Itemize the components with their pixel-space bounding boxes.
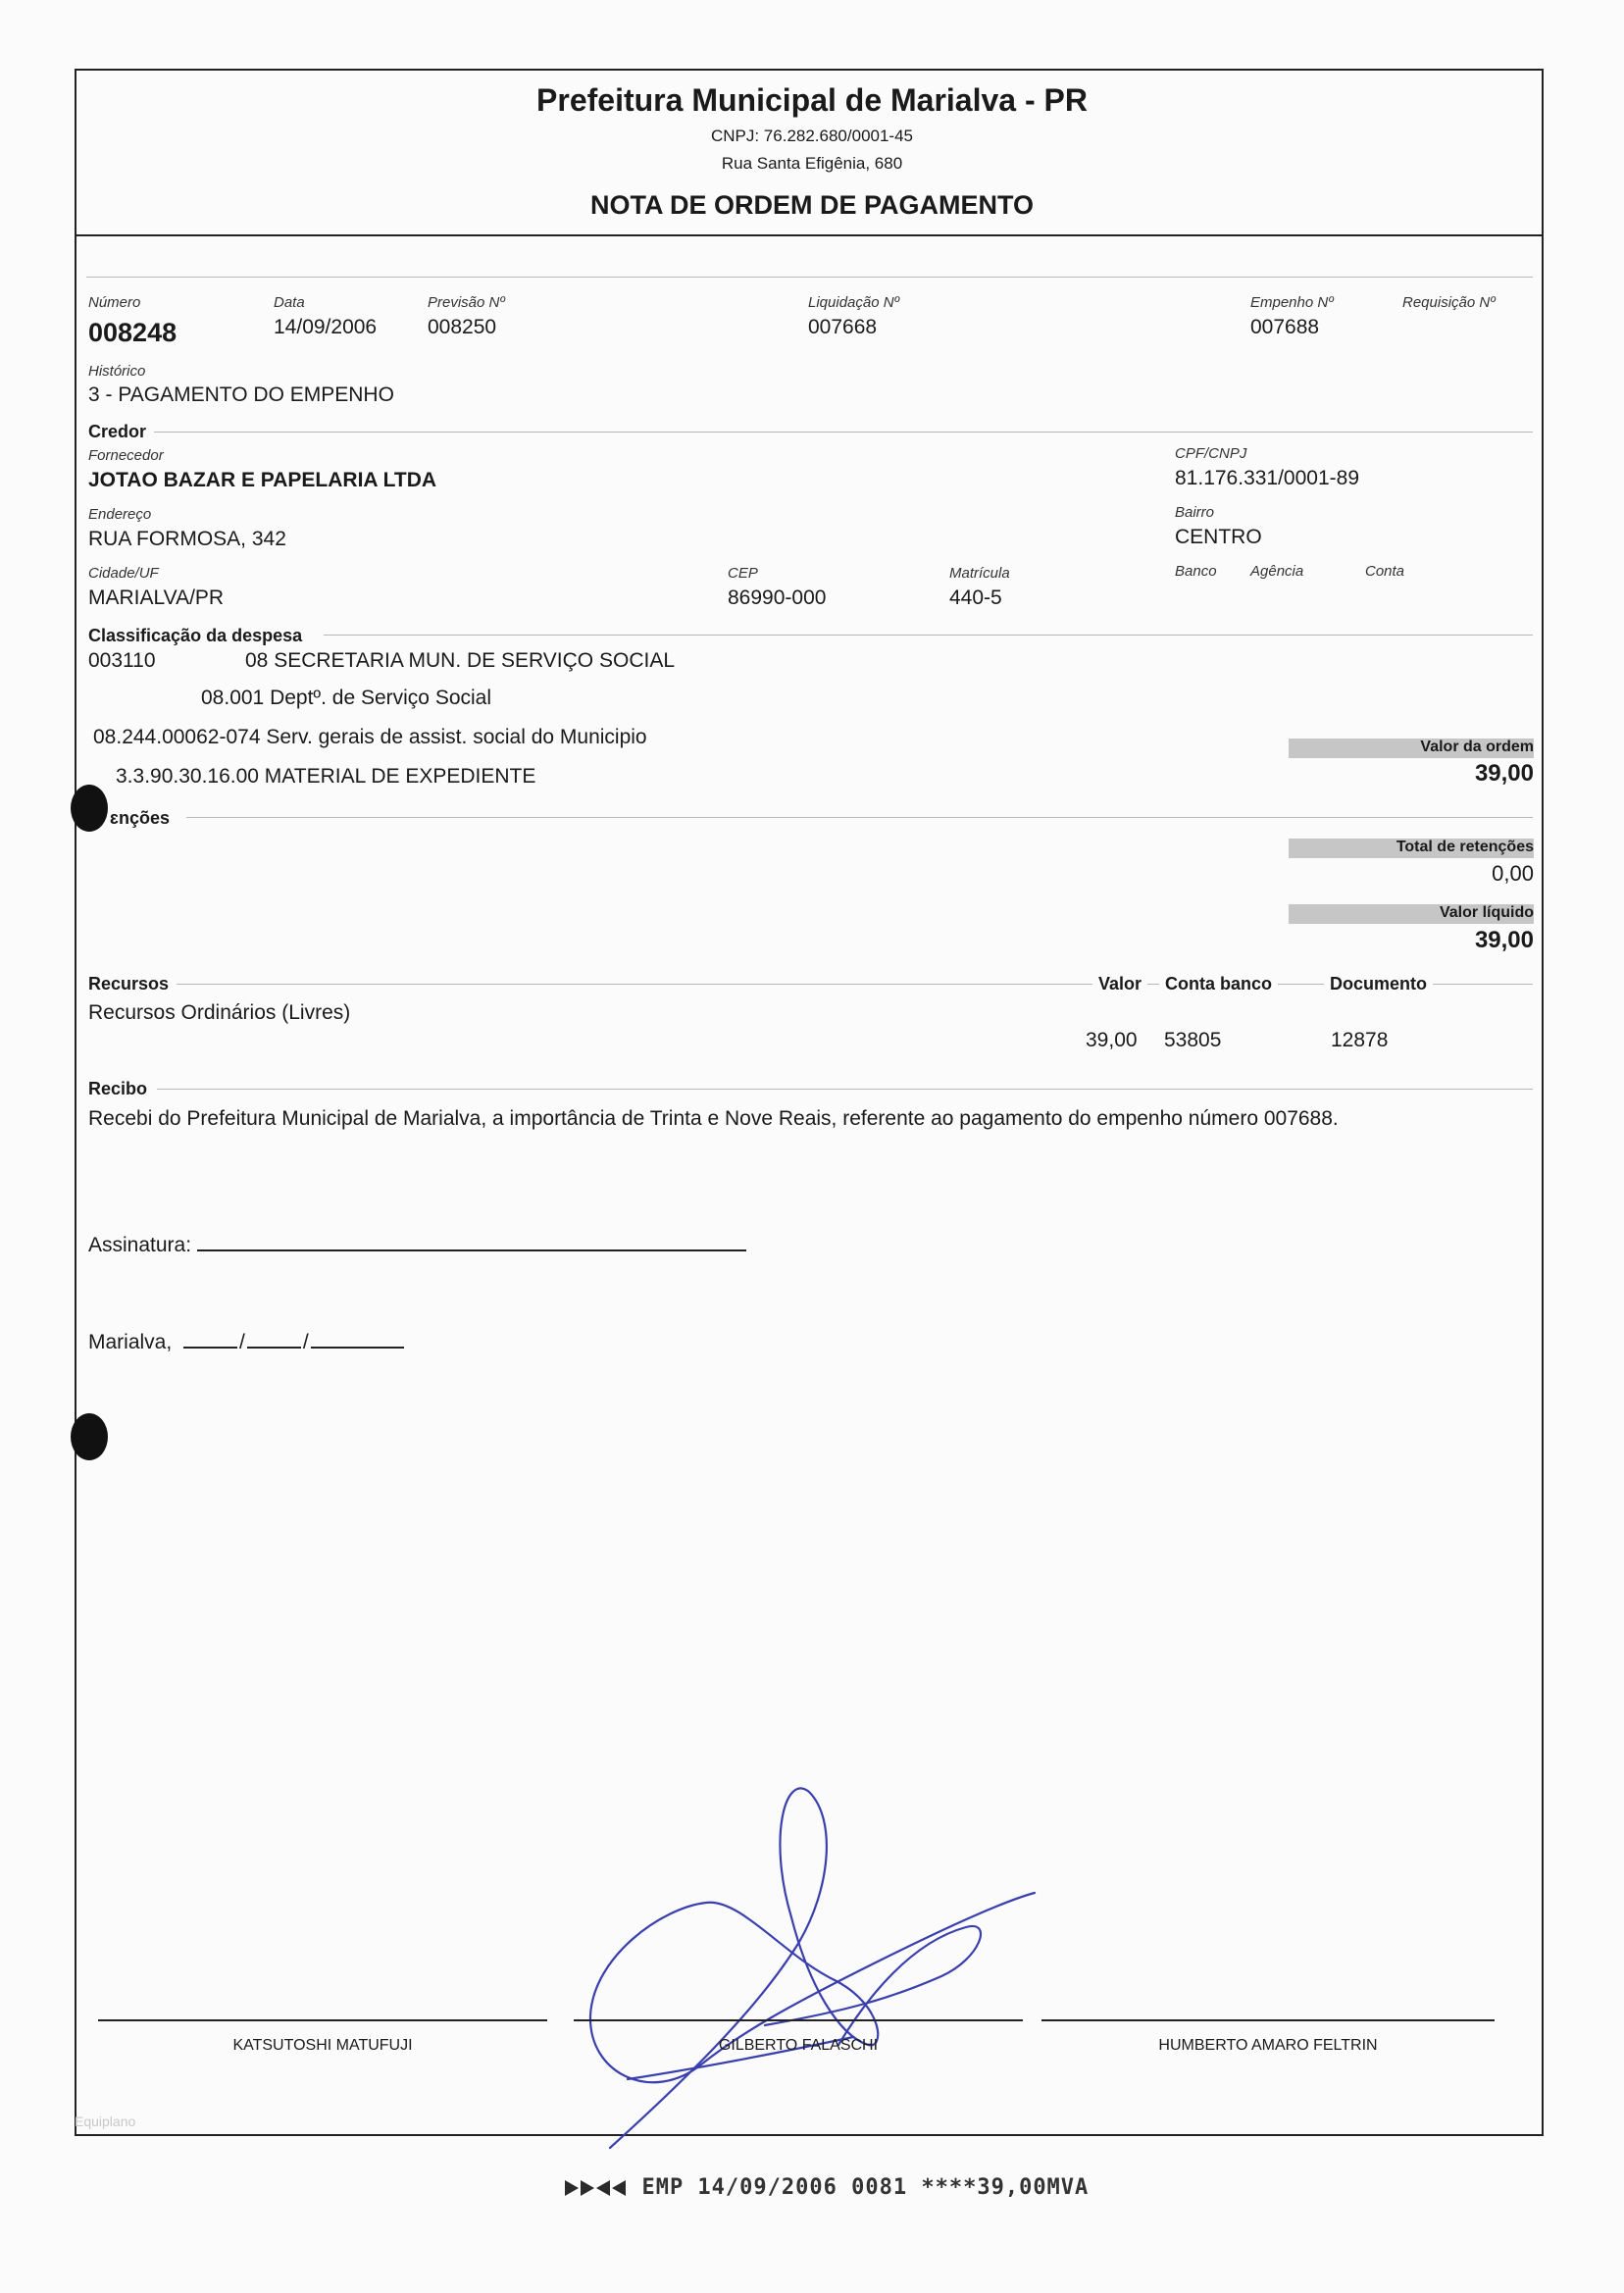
recursos-valor-header: Valor <box>1092 974 1147 994</box>
data-label: Data <box>274 294 305 311</box>
numero-label: Número <box>88 294 141 311</box>
divider <box>324 635 1533 636</box>
endereco-label: Endereço <box>88 506 152 523</box>
total-retencoes-label: Total de retenções <box>1396 839 1534 855</box>
matricula-value: 440-5 <box>949 586 1002 609</box>
recursos-conta-header: Conta banco <box>1159 974 1278 994</box>
assinatura-field[interactable] <box>88 1232 746 1257</box>
day-blank[interactable] <box>183 1329 237 1349</box>
classificacao-section-title: Classificação da despesa <box>88 626 310 646</box>
liquidacao-number: 007668 <box>808 316 878 338</box>
stamp-text: EMP 14/09/2006 0081 ****39,00MVA <box>641 2175 1090 2200</box>
empenho-number: 007688 <box>1250 316 1320 338</box>
recursos-documento-header: Documento <box>1324 974 1433 994</box>
software-watermark: Equiplano <box>75 2114 136 2129</box>
divider <box>186 817 1533 818</box>
divider <box>157 1089 1533 1090</box>
document-title: NOTA DE ORDEM DE PAGAMENTO <box>589 190 1034 220</box>
local-label: Marialva, <box>88 1331 173 1353</box>
cpf-label: CPF/CNPJ <box>1175 445 1247 462</box>
cidade-value: MARIALVA/PR <box>88 586 225 609</box>
historico-label: Histórico <box>88 363 146 380</box>
total-retencoes-value: 0,00 <box>1492 861 1534 886</box>
cpf-value: 81.176.331/0001-89 <box>1175 467 1360 489</box>
signature-line-2 <box>574 2019 1023 2021</box>
classificacao-code: 003110 <box>88 649 156 672</box>
valor-liquido-label: Valor líquido <box>1439 904 1534 921</box>
date-field[interactable]: Marialva, / / <box>88 1329 404 1354</box>
signatory-3: HUMBERTO AMARO FELTRIN <box>1158 2037 1378 2054</box>
valor-liquido-value: 39,00 <box>1474 927 1534 953</box>
handwritten-signature <box>574 1780 1044 2163</box>
retencoes-section-title: ɛnções <box>110 808 178 829</box>
endereco-value: RUA FORMOSA, 342 <box>88 528 286 550</box>
divider <box>86 277 1533 278</box>
order-number: 008248 <box>88 318 178 347</box>
municipality-title: Prefeitura Municipal de Marialva - PR <box>536 82 1088 118</box>
signature-line-1 <box>98 2019 547 2021</box>
assinatura-label: Assinatura: <box>88 1234 192 1256</box>
banco-label: Banco <box>1175 563 1217 580</box>
order-date: 14/09/2006 <box>274 316 378 338</box>
classificacao-line-4: 3.3.90.30.16.00 MATERIAL DE EXPEDIENTE <box>116 765 536 788</box>
classificacao-line-2: 08.001 Deptº. de Serviço Social <box>201 687 492 709</box>
classificacao-line-1: 08 SECRETARIA MUN. DE SERVIÇO SOCIAL <box>245 649 676 672</box>
classificacao-line-3: 08.244.00062-074 Serv. gerais de assist. social do Municipio <box>93 726 647 748</box>
divider <box>147 432 1533 433</box>
month-blank[interactable] <box>247 1329 301 1349</box>
recursos-valor: 39,00 <box>1086 1029 1138 1051</box>
cep-value: 86990-000 <box>728 586 827 609</box>
requisicao-label: Requisição Nº <box>1402 294 1496 311</box>
assinatura-line[interactable] <box>197 1232 746 1251</box>
previsao-label: Previsão Nº <box>428 294 505 311</box>
recibo-section-title: Recibo <box>88 1079 155 1099</box>
signature-line-3 <box>1041 2019 1495 2021</box>
fornecedor-name: JOTAO BAZAR E PAPELARIA LTDA <box>88 469 437 491</box>
stamp-logo-icon <box>565 2176 626 2200</box>
historico-value: 3 - PAGAMENTO DO EMPENHO <box>88 383 394 406</box>
previsao-number: 008250 <box>428 316 497 338</box>
cidade-label: Cidade/UF <box>88 565 159 582</box>
valor-ordem-label: Valor da ordem <box>1420 739 1534 755</box>
valor-ordem-value: 39,00 <box>1474 760 1534 787</box>
address-line: Rua Santa Efigênia, 680 <box>721 154 903 173</box>
signatory-2: GILBERTO FALASCHI <box>718 2037 879 2054</box>
bairro-label: Bairro <box>1175 504 1215 521</box>
cep-label: CEP <box>728 565 758 582</box>
recursos-fonte: Recursos Ordinários (Livres) <box>88 1001 351 1024</box>
punch-hole-mark <box>71 785 108 832</box>
bairro-value: CENTRO <box>1175 526 1262 548</box>
header-divider <box>75 234 1544 236</box>
agencia-label: Agência <box>1250 563 1304 580</box>
cnpj-line: CNPJ: 76.282.680/0001-45 <box>710 127 914 145</box>
conta-label: Conta <box>1365 563 1405 580</box>
empenho-label: Empenho Nº <box>1250 294 1334 311</box>
credor-section-title: Credor <box>88 422 154 442</box>
fornecedor-label: Fornecedor <box>88 447 164 464</box>
processing-stamp <box>565 2175 1089 2200</box>
recibo-text: Recebi do Prefeitura Municipal de Marialva, a importância de Trinta e Nove Reais, referente ao pagamento do empenho número 007688. <box>88 1107 1339 1130</box>
recursos-documento: 12878 <box>1331 1029 1389 1051</box>
recursos-conta: 53805 <box>1164 1029 1222 1051</box>
recursos-section-title: Recursos <box>88 974 177 994</box>
year-blank[interactable] <box>311 1329 404 1349</box>
signatory-1: KATSUTOSHI MATUFUJI <box>232 2037 413 2054</box>
liquidacao-label: Liquidação Nº <box>808 294 900 311</box>
matricula-label: Matrícula <box>949 565 1010 582</box>
punch-hole-mark <box>71 1413 108 1460</box>
